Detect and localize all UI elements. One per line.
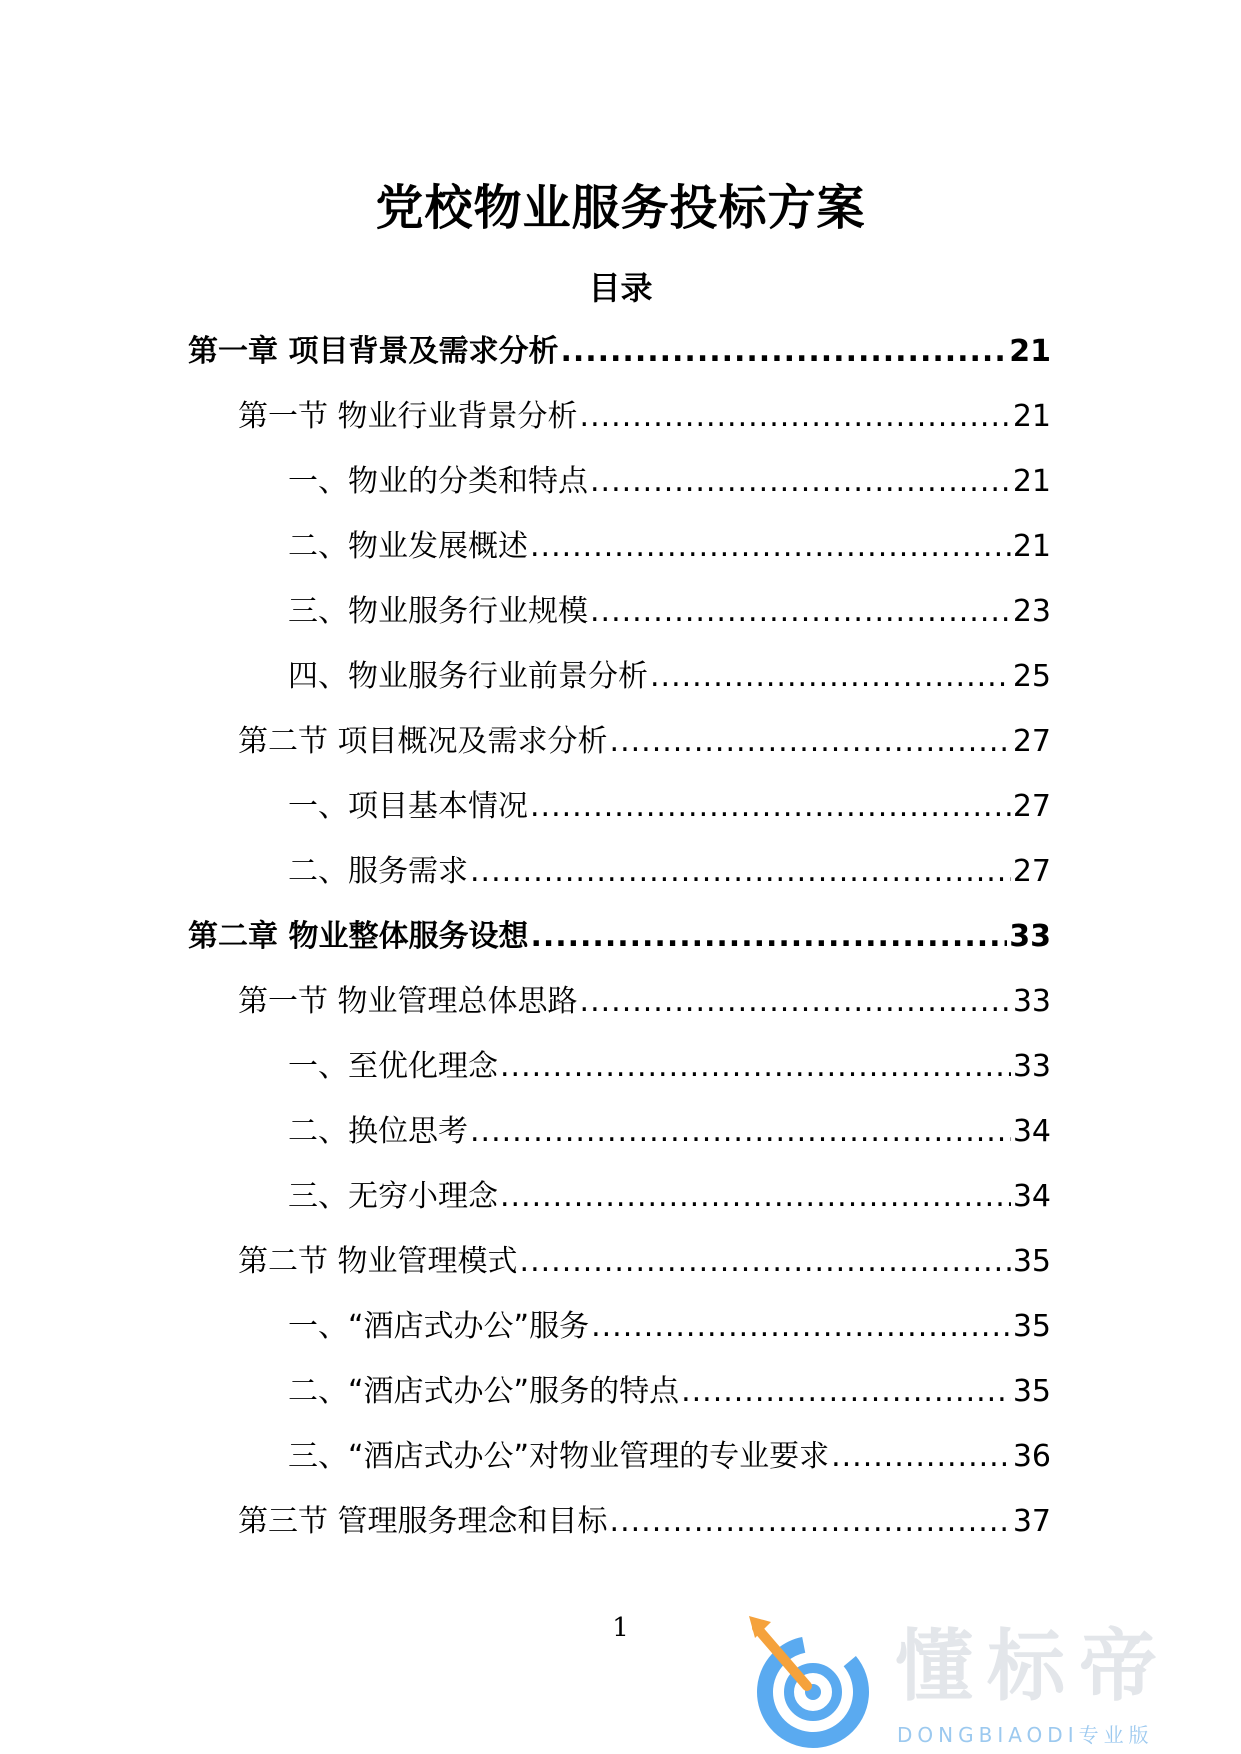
toc-entry-page: 21 [1009,334,1051,369]
toc-dot-leader [610,1502,1011,1542]
toc-entry-label: 第二节 物业管理模式 [238,1244,518,1279]
toc-entry-label: 第二节 项目概况及需求分析 [238,724,608,759]
toc-entry[interactable] [288,1307,1051,1347]
toc-entry-label: 一、物业的分类和特点 [288,464,588,499]
toc-entry-label: 二、“酒店式办公”服务的特点 [288,1374,680,1409]
toc-dot-leader [681,1372,1011,1412]
toc-entry-page: 35 [1012,1244,1051,1279]
toc-entry[interactable] [238,982,1051,1022]
toc-entry-page: 35 [1012,1309,1051,1344]
toc-entry-page: 21 [1012,464,1051,499]
toc-entry[interactable] [288,592,1051,632]
toc-entry-page: 27 [1012,724,1051,759]
toc-entry-page: 27 [1012,854,1051,889]
toc-dot-leader [500,1047,1011,1087]
toc-dot-leader [520,1242,1011,1282]
toc-entry[interactable] [288,1112,1051,1152]
toc-entry-page: 36 [1012,1439,1051,1474]
toc-heading: 目录 [588,269,653,307]
toc-entry[interactable] [288,787,1051,827]
watermark-subtitle: DONGBIAODI专业版 [897,1723,1154,1747]
toc-entry[interactable] [288,1437,1051,1477]
toc-entry-label: 第三节 管理服务理念和目标 [238,1504,608,1539]
toc-dot-leader [560,332,1007,372]
toc-entry[interactable] [238,1502,1051,1542]
toc-dot-leader [591,1307,1011,1347]
toc-dot-leader [831,1437,1011,1477]
toc-entry-page: 25 [1012,659,1051,694]
toc-dot-leader [590,462,1011,502]
toc-entry-page: 21 [1012,529,1051,564]
toc-dot-leader [530,787,1011,827]
toc-entry-label: 第一节 物业行业背景分析 [238,399,578,434]
toc-entry-page: 21 [1012,399,1051,434]
toc-entry-label: 第一节 物业管理总体思路 [238,984,578,1019]
toc-dot-leader [530,527,1011,567]
page-number: 1 [612,1613,629,1643]
toc-entry-page: 37 [1012,1504,1051,1539]
toc-entry-label: 二、物业发展概述 [288,529,528,564]
toc-entry-label: 一、“酒店式办公”服务 [288,1309,590,1344]
watermark [745,1610,1225,1750]
toc-entry-page: 27 [1012,789,1051,824]
document-title: 党校物业服务投标方案 [375,180,866,236]
toc-entry-label: 一、项目基本情况 [288,789,528,824]
toc-entry[interactable] [238,397,1051,437]
toc-entry-label: 三、物业服务行业规模 [288,594,588,629]
toc-entry-label: 二、换位思考 [288,1114,468,1149]
toc-dot-leader [580,982,1011,1022]
toc-entry-page: 33 [1012,984,1051,1019]
toc-entry-label: 四、物业服务行业前景分析 [288,659,648,694]
toc-entry-label: 一、至优化理念 [288,1049,498,1084]
watermark-brand-name: 懂标帝 [895,1622,1172,1712]
target-arrow-icon [745,1610,875,1750]
toc-dot-leader [470,1112,1011,1152]
toc-entry[interactable] [238,1242,1051,1282]
toc-dot-leader [610,722,1011,762]
toc-entry[interactable] [288,852,1051,892]
toc-dot-leader [530,917,1007,957]
toc-dot-leader [650,657,1011,697]
toc-entry-page: 33 [1009,919,1051,954]
toc-entry[interactable] [188,332,1051,372]
toc-entry-label: 二、服务需求 [288,854,468,889]
toc-entry-label: 三、无穷小理念 [288,1179,498,1214]
toc-entry[interactable] [288,1177,1051,1217]
toc-entry[interactable] [288,462,1051,502]
toc-entry[interactable] [288,657,1051,697]
toc-dot-leader [590,592,1011,632]
toc-entry[interactable] [288,527,1051,567]
toc-entry-page: 34 [1012,1114,1051,1149]
toc-entry-label: 第一章 项目背景及需求分析 [188,334,559,369]
toc-entry[interactable] [288,1372,1051,1412]
toc-entry[interactable] [238,722,1051,762]
toc-entry[interactable] [188,917,1051,957]
toc-entry-page: 35 [1012,1374,1051,1409]
toc-entry[interactable] [288,1047,1051,1087]
toc-entry-page: 34 [1012,1179,1051,1214]
toc-dot-leader [470,852,1011,892]
toc-entry-page: 23 [1012,594,1051,629]
toc-entry-label: 第二章 物业整体服务设想 [188,919,529,954]
toc-dot-leader [500,1177,1011,1217]
toc-dot-leader [580,397,1011,437]
toc-entry-page: 33 [1012,1049,1051,1084]
toc-entry-label: 三、“酒店式办公”对物业管理的专业要求 [288,1439,830,1474]
